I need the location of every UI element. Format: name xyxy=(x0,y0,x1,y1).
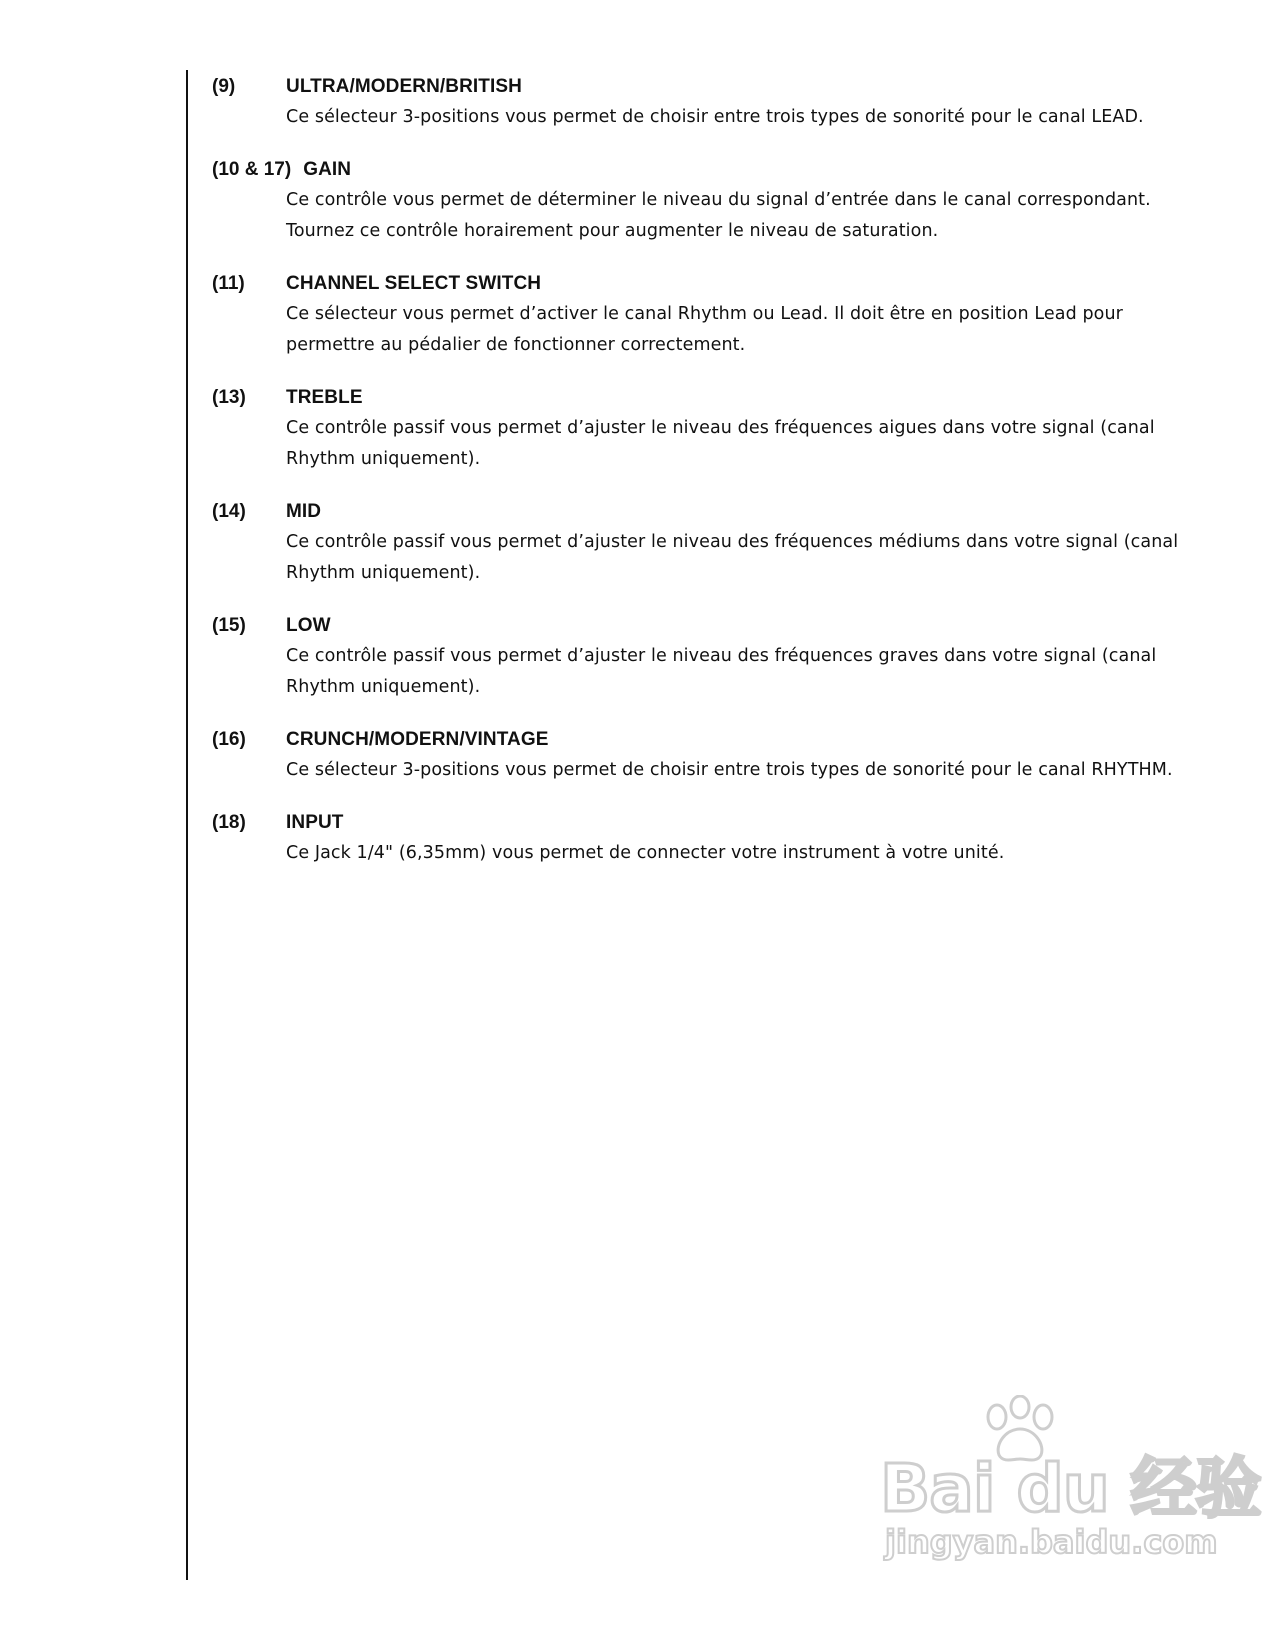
entry-text-line: Ce contrôle passif vous permet d’ajuster le niveau des fréquences médiums dans votre signal (canal xyxy=(286,532,1179,552)
entry-title: LOW xyxy=(286,615,331,636)
entry-title: GAIN xyxy=(303,159,352,180)
entry-text-line: Tournez ce contrôle horairement pour augmenter le niveau de saturation. xyxy=(286,221,939,241)
entry-title: CRUNCH/MODERN/VINTAGE xyxy=(286,729,549,750)
entry-input xyxy=(212,808,1212,869)
entry-number: (16) xyxy=(212,729,246,750)
entry-title: TREBLE xyxy=(286,387,363,408)
entry-number: (13) xyxy=(212,387,246,408)
entry-text-line: Rhythm uniquement). xyxy=(286,563,481,583)
entry-channel-select-switch xyxy=(212,269,1212,361)
entry-text-line: Ce contrôle passif vous permet d’ajuster le niveau des fréquences aigues dans votre signal (canal xyxy=(286,418,1155,438)
entry-title: CHANNEL SELECT SWITCH xyxy=(286,273,542,294)
entry-treble xyxy=(212,383,1212,475)
entry-number: (14) xyxy=(212,501,246,522)
entry-number: (10 & 17) xyxy=(212,159,292,180)
entry-mid xyxy=(212,497,1212,589)
entry-text-line: Ce contrôle vous permet de déterminer le niveau du signal d’entrée dans le canal correspondant. xyxy=(286,190,1151,210)
entry-text-line: Rhythm uniquement). xyxy=(286,677,481,697)
entry-number: (18) xyxy=(212,812,246,833)
entry-gain xyxy=(212,155,1212,247)
entry-title: INPUT xyxy=(286,812,344,833)
entry-number: (9) xyxy=(212,76,236,97)
entry-text-line: Ce sélecteur 3-positions vous permet de choisir entre trois types de sonorité pour le canal LEAD. xyxy=(286,107,1144,127)
entry-ultra-modern-british xyxy=(212,72,1212,133)
control-descriptions xyxy=(212,72,1212,891)
entry-low xyxy=(212,611,1212,703)
entry-text-line: Ce sélecteur 3-positions vous permet de choisir entre trois types de sonorité pour le canal RHYTHM. xyxy=(286,760,1173,780)
margin-rule xyxy=(186,70,188,1580)
entry-title: MID xyxy=(286,501,322,522)
entry-number: (11) xyxy=(212,273,245,294)
entry-text-line: Ce Jack 1/4" (6,35mm) vous permet de connecter votre instrument à votre unité. xyxy=(286,843,1005,863)
baidu-jingyan-watermark xyxy=(880,1395,1261,1595)
entry-text-line: permettre au pédalier de fonctionner correctement. xyxy=(286,335,746,355)
entry-text-line: Rhythm uniquement). xyxy=(286,449,481,469)
entry-text-line: Ce contrôle passif vous permet d’ajuster le niveau des fréquences graves dans votre signal (canal xyxy=(286,646,1157,666)
entry-number: (15) xyxy=(212,615,246,636)
watermark-url: jingyan.baidu.com xyxy=(885,1523,1218,1561)
entry-crunch-modern-vintage xyxy=(212,725,1212,786)
entry-text-line: Ce sélecteur vous permet d’activer le canal Rhythm ou Lead. Il doit être en position Lead pour xyxy=(286,304,1123,324)
watermark-brand: Bai du 经验 xyxy=(880,1450,1261,1527)
entry-title: ULTRA/MODERN/BRITISH xyxy=(286,76,522,97)
